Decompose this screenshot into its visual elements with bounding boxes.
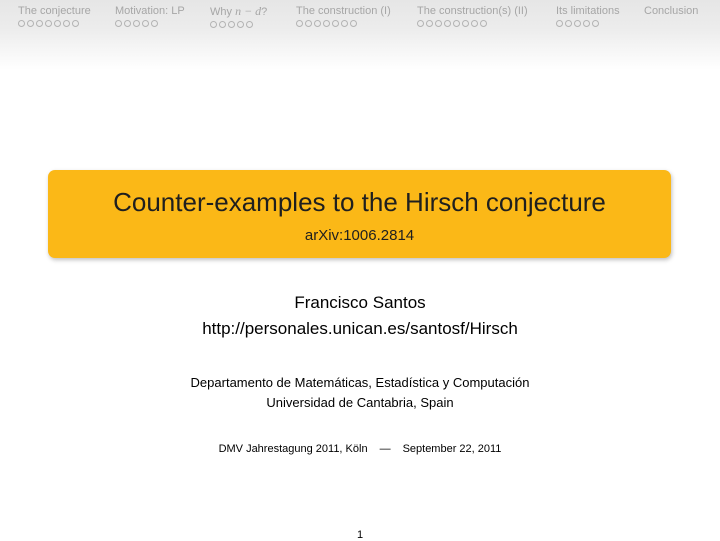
nav-label-math: n − d: [235, 4, 262, 18]
nav-section-label[interactable]: Conclusion: [644, 5, 699, 17]
page-number: 1: [356, 529, 364, 541]
slide-dot[interactable]: [574, 20, 581, 27]
slide-dot[interactable]: [228, 21, 235, 28]
slide-dot[interactable]: [27, 20, 34, 27]
slide-dot[interactable]: [63, 20, 70, 27]
slide-dot[interactable]: [426, 20, 433, 27]
slide-dot[interactable]: [350, 20, 357, 27]
slide-dot[interactable]: [219, 21, 226, 28]
slide-dot[interactable]: [323, 20, 330, 27]
slide-dot[interactable]: [332, 20, 339, 27]
slide-dot[interactable]: [18, 20, 25, 27]
nav-section-why-n-minus-d[interactable]: [210, 4, 267, 29]
slide-dot[interactable]: [314, 20, 321, 27]
slide-dot[interactable]: [471, 20, 478, 27]
nav-slide-dots: [115, 20, 185, 28]
slide-dot[interactable]: [417, 20, 424, 27]
slide-dot[interactable]: [453, 20, 460, 27]
slide-dot[interactable]: [151, 20, 158, 27]
slide-dot[interactable]: [583, 20, 590, 27]
nav-section-label[interactable]: Its limitations: [556, 5, 620, 17]
nav-section-motivation-lp[interactable]: [115, 4, 185, 28]
slide-dot[interactable]: [237, 21, 244, 28]
slide-dot[interactable]: [45, 20, 52, 27]
section-navigation: [0, 4, 720, 34]
nav-slide-dots: [556, 20, 620, 28]
nav-section-label[interactable]: The construction(s) (II): [417, 5, 528, 17]
slide-dot[interactable]: [444, 20, 451, 27]
slide-dot[interactable]: [462, 20, 469, 27]
author-url: http://personales.unican.es/santosf/Hirsch: [202, 319, 518, 338]
slide-dot[interactable]: [36, 20, 43, 27]
slide-dot[interactable]: [133, 20, 140, 27]
slide-dot[interactable]: [54, 20, 61, 27]
event-separator: —: [379, 443, 391, 455]
slide-dot[interactable]: [556, 20, 563, 27]
title-block: [48, 170, 671, 258]
nav-section-label[interactable]: The conjecture: [18, 5, 91, 17]
slide-dot[interactable]: [72, 20, 79, 27]
event-line: [0, 442, 720, 456]
slide-dot[interactable]: [341, 20, 348, 27]
event-name: DMV Jahrestagung 2011, Köln: [218, 443, 368, 455]
institute-university: Universidad de Cantabria, Spain: [266, 395, 454, 410]
slide-dot[interactable]: [124, 20, 131, 27]
nav-slide-dots: [18, 20, 91, 28]
author-name: Francisco Santos: [294, 293, 426, 312]
slide-dot[interactable]: [435, 20, 442, 27]
slide-dot[interactable]: [210, 21, 217, 28]
slide-dot[interactable]: [296, 20, 303, 27]
nav-section-label[interactable]: Motivation: LP: [115, 5, 185, 17]
nav-slide-dots: [417, 20, 528, 28]
slide-dot[interactable]: [305, 20, 312, 27]
slide-dot[interactable]: [480, 20, 487, 27]
nav-section-limitations[interactable]: [556, 4, 620, 28]
nav-section-construction-i[interactable]: [296, 4, 391, 28]
nav-label-suffix: ?: [261, 6, 268, 18]
presentation-title: Counter-examples to the Hirsch conjecture: [113, 187, 606, 217]
institute-department: Departamento de Matemáticas, Estadística y Computación: [190, 375, 530, 390]
nav-section-constructions-ii[interactable]: [417, 4, 528, 28]
slide-dot[interactable]: [115, 20, 122, 27]
slide-dot[interactable]: [142, 20, 149, 27]
slide-dot[interactable]: [246, 21, 253, 28]
nav-slide-dots: [296, 20, 391, 28]
presentation-subtitle: arXiv:1006.2814: [304, 227, 415, 244]
nav-section-conjecture[interactable]: [18, 4, 91, 28]
nav-label-prefix: Why: [210, 6, 236, 18]
nav-section-label[interactable]: [210, 4, 267, 19]
slide-dot[interactable]: [592, 20, 599, 27]
nav-section-conclusion[interactable]: [644, 4, 698, 18]
slide-dot[interactable]: [565, 20, 572, 27]
event-date: September 22, 2011: [402, 443, 502, 455]
nav-section-label[interactable]: The construction (I): [296, 5, 391, 17]
nav-slide-dots: [210, 21, 267, 29]
